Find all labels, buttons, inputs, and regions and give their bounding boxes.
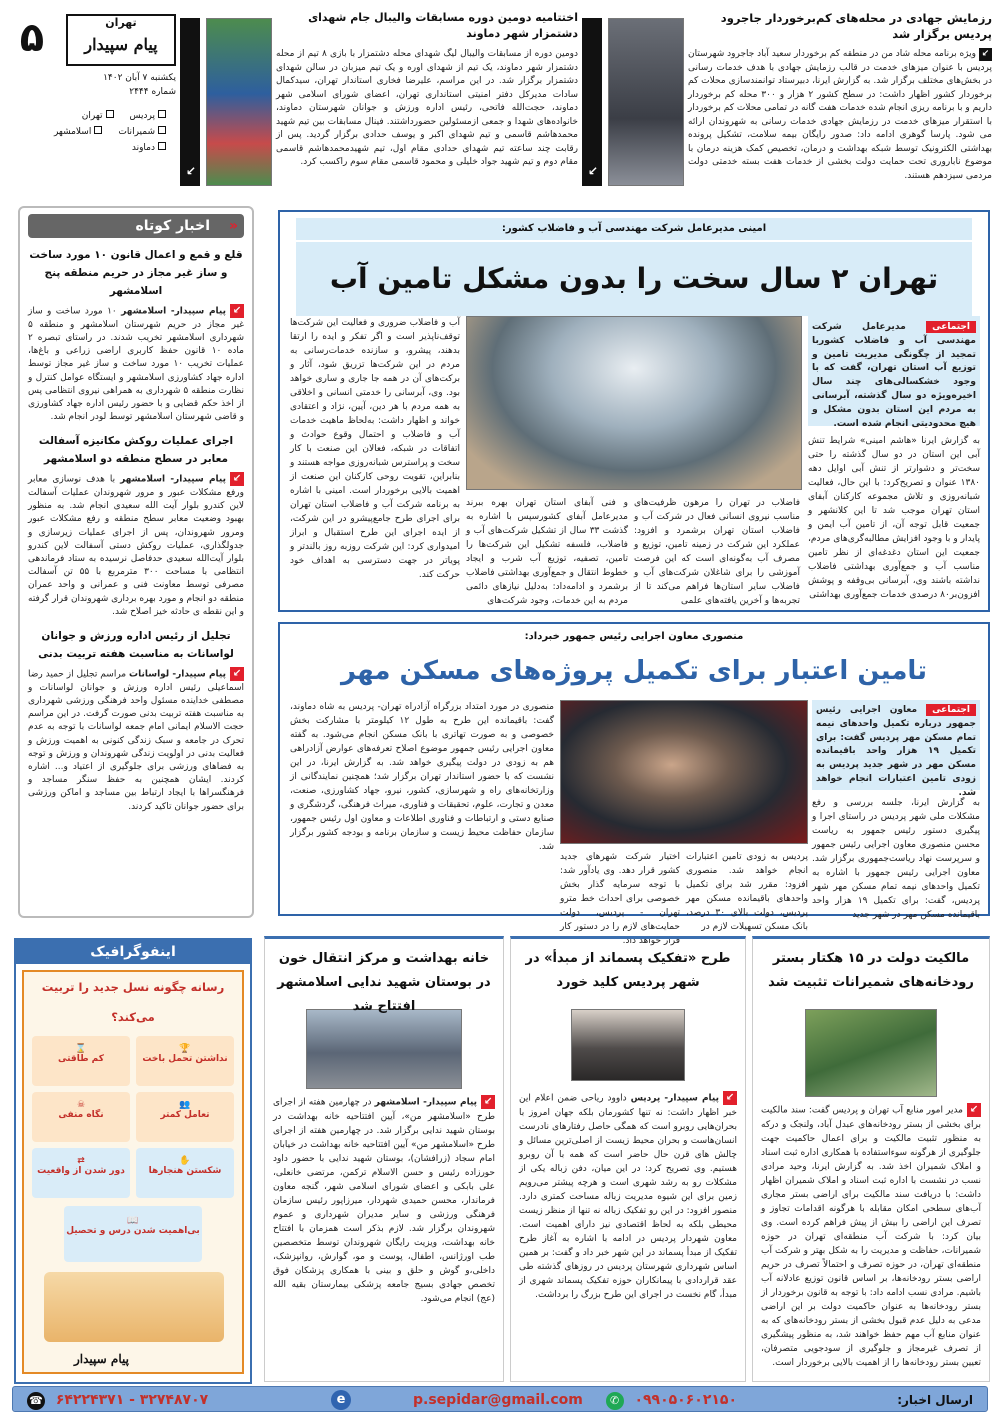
bottom-story-2-photo — [571, 1009, 685, 1081]
main-story-1-col-mid: فاضلاب در تهران را مرهون ظرفیت‌های مناسب نیروی انسانی فعال در شرکت آب و فاضلاب استان تهران برشمرد و افزود: عملکرد این شرکت در زمینه تامین، توزیع و مصرف آب به‌گونه‌ای است که این فرصت آموزشی را برای شاغلان شرکت‌های آب و فاضلاب سایر استان‌ها فراهم می‌کند تا از تجربه‌ها و آخرین یافته‌های علمی — [634, 498, 800, 606]
region-pardis: پردیس — [130, 108, 166, 124]
region-list — [16, 108, 166, 156]
main-story-1-lead-box — [808, 316, 980, 429]
bottom-story-1-photo — [805, 1009, 937, 1097]
whatsapp-icon: ✆ — [606, 1392, 624, 1410]
short-news-item-title: تجلیل از رئیس اداره ورزش و جوانان لواسانات به مناسبت هفته تربیت بدنی — [38, 630, 234, 661]
main-story-1-photo — [466, 316, 802, 490]
short-news-sidebar — [18, 206, 254, 918]
infographic-header-label: اینفوگرافیک — [90, 944, 176, 960]
whatsapp-number-text: ۰۹۹۰۵۰۶۰۲۱۵۰ — [634, 1392, 737, 1408]
main-story-2-col-left: منصوری در مورد امتداد بزرگراه آزادراه تهران- پردیس به شاه دماوند، گفت: باقیمانده این طرح به طول ۱۲ کیلومتر با مشارکت بخش خصوصی و به صورت تهاتری با بانک مسکن انجام می‌شود. به گفته معاون اجرایی رئیس جمهور موضوع اصلاح تعرفه‌های عوارض آزادراهی هم به زودی در دولت پیگیری خواهد شد. به گزارش ایرنا، در این نشست که با حضور استاندار تهران برگزار شد؛ همچنین نمایندگانی از وزارتخانه‌های راه و شهرسازی، کشور، نیرو، جهاد کشاورزی، صنعت، معدن و تجارت، علوم، تحقیقات و فناوری، میراث فرهنگی، گردشگری و صنایع دستی و ارتباطات و فناوری اطلاعات و معاون اول رئیس جمهور، سازمان حفاظت محیط زیست و سازمان برنامه و بودجه کشور برگزار شد. — [290, 702, 554, 852]
hourglass-icon: ⌛ — [75, 1044, 87, 1054]
bottom-story-1-title: مالکیت دولت در ۱۵ هکتار بستر رودخانه‌های شمیرانات تثبیت شد — [768, 951, 974, 990]
region-eslamshahr: اسلامشهر — [54, 124, 102, 140]
arrows-icon: ⇄ — [77, 1156, 85, 1166]
people-icon: 👥 — [179, 1100, 191, 1110]
short-news-item-body: ↙پیام سپیدار- لواسانات مراسم تجلیل از حمید رضا اسماعیلی رئیس اداره ورزش و جوانان لواسانات و مصطفی خداینده مسئول واحد فرهنگی ورزشی شهرداری به مناسبت هفته تربیت بدنی صورت گرفت. در این مراسم حجت الاسلام ایمانی امام جمعه لواسانات با توجه به عدم تحرک در جامعه و سبک زندگی کنونی به اهمیت ورزش و فعالیت بدنی در اولویت زندگی شهروندان و ورزش و توجه به فضاهای ورزشی برای جلوگیری از اعتیاد و... اشاره کردند. ایشان همچنین به حفظ سنگر مساجد و فرهنگسراها با ایجاد ارتباط بین مساجد و اماکن ورزشی برای حضور جوانان تاکید کردند. — [28, 668, 244, 812]
top-story-2-tab-label: ورزشی — [168, 119, 182, 165]
trophy-icon: 🏆 — [179, 1044, 191, 1054]
region-row — [16, 124, 166, 140]
footer-bar — [12, 1386, 988, 1412]
red-arrow-icon: ↙ — [230, 472, 244, 486]
bottom-story-3-body: ↙پیام سپیدار- اسلامشهر در چهارمین هفته از اجرای طرح «اسلامشهر من»، آیین افتتاحیه خانه بهداشت در بوستان شهید ندایی برگزار شد. در چهارمین هفته از اجرای طرح «اسلامشهر من» آیین افتتاحیه خانه بهداشت در خیابان امام سجاد (زرافشان)، بوستان شهید ندایی با حضور داود حورزاده رئیس و حسن الاسلام ترکمن، مرتضی خانعلی، علی بابکی و اعضای شورای اسلامی شهر، گنجه معاون فرماندار، محسن حمیدی شهردار، میرزاپور رئیس سازمان فرهنگی ورزشی و سایر مدیران شهرداری و عموم شهروندان برگزار شد. لازم بذکر است همزمان با افتتاح خانه بهداشت، ویزیت رایگان شهروندان توسط متخصصین طب اورژانس، اطفال، پوست و مو، گوارش، روانپزشک، داخلی،و گوش و حلق و بینی با همکاری پزشکان فوق تخصص جهادی بسیج جامعه پزشکی بیمارستان بقیه الله (عج) انجام می‌شود. — [273, 1096, 495, 1304]
infographic-cell: ✋ شکستن هنجارها — [136, 1148, 234, 1198]
email-link[interactable] — [413, 1387, 583, 1413]
phone-icon: ☎ — [27, 1392, 45, 1410]
short-news-header — [28, 214, 244, 238]
top-story-1 — [688, 10, 992, 185]
infographic-cell: 🏆 نداشتن تحمل باخت — [136, 1036, 234, 1086]
bottom-story-3-title: خانه بهداشت و مرکز انتقال خون در بوستان شهید ندایی اسلامشهر افتتاح شد — [277, 951, 491, 1014]
issue: شماره ۲۴۴۴ — [129, 87, 176, 97]
infographic-illustration — [44, 1272, 224, 1342]
top-story-2 — [276, 10, 578, 185]
book-icon: 📖 — [127, 1216, 139, 1226]
bottom-story-2-title: طرح «تفکیک پسماند از مبدأ» در شهر پردیس کلید خورد — [525, 951, 731, 990]
main-story-2-lead: اجتماعی معاون اجرایی رئیس جمهور درباره تکمیل واحدهای نیمه تمام مسکن مهر پردیس گفت: برای تکمیل ۱۹ هزار واحد باقیمانده مسکن مهر در شهر جدید پردیس به زودی تامین اعتبارات انجام خواهد شد. — [816, 705, 976, 798]
main-story-1 — [278, 210, 990, 612]
arrow-icon: ↙ — [182, 162, 200, 180]
main-story-1-col-right: به گزارش ایرنا «هاشم امینی» شرایط تنش آبی این استان در دو سال گذشته را حتی سخت‌تر و دشوارتر از تنش آبی اوایل دهه ۱۳۸۰ عنوان و تصریح‌کرد: با این حال، فعالیت شبانه‌روزی و تلاش مجموعه کارکنان آبفای استان تهران موجب شد تا این کلانشهر و جمعیت قابل توجه آن، از تامین آب ایمن و پایدار و با وجود افزایش مطالبه‌گری‌های مردم، جمعیت این استان دغدغه‌ای از نظر تامین مناسب آب و جمع‌آوری بهداشتی فاضلاب نداشته باشند وی، آبرسانی بی‌وقفه و پوشش افزون‌بر۸۰ درصدی خدمات جمع‌آوری بهداشتی — [808, 436, 980, 600]
infographic-logo: پیام سپیدار — [74, 1352, 129, 1366]
red-arrow-icon: ↙ — [481, 1095, 495, 1109]
main-story-1-col-mid2: و فنی آبفای استان تهران بهره ببرند مدیرعامل آبفای کشورسپس با اشاره به گذشت ۳۳ سال از تشکیل شرکت‌های آب و فاضلاب، فلسفه تشکیل این شرکت‌ها را تامین، تصفیه، توزیع آب شرب و ایجاد خطوط انتقال و جمع‌آوری بهداشتی فاضلاب برشمرد و ادامه‌داد: به‌دلیل نیازهای دائمی مردم به این خدمات، وجود شرکت‌های — [466, 498, 628, 606]
region-shemiranat: شمیرانات — [118, 124, 166, 140]
arrow-icon: ↙ — [979, 48, 992, 61]
infographic-grid — [24, 1032, 242, 1202]
infographic-cell: 👥 تعامل کمتر — [136, 1092, 234, 1142]
masthead — [8, 12, 176, 184]
phone-number[interactable] — [27, 1387, 208, 1413]
infographic-cell: ⇄ دور شدن از واقعیت — [32, 1148, 130, 1198]
bottom-story-1-body: ↙مدیر امور منابع آب تهران و پردیس گفت: سند مالکیت برای بخشی از بستر رودخانه‌های عبدل آباد، ولنجک و درکه به منظور تثبیت مالکیت و برای اعمال حاکمیت جهت جلوگیری از هرگونه سوءاستفاده با همکاری اداره ثبت اسناد و املاک شمیران اخذ شد. به گزارش ایرنا، وحید مرادی نسب در نشست با اداره ثبت اسناد و املاک شمیران اظهار داشت: با دریافت سند مالکیت برای اراضی بستر مجاری آب‌های سطحی امکان مقابله با هرگونه اقدامات تجاوز و تصرف این اراضی را بیش از پیش فراهم کرده است. وی بیان کرد: با شرکت آب منطقه‌ای تهران در حوزه شمیرانات، حفاظت و مدیریت را به شکل بهتر و شرکت آب منطقه‌ای تهران، در حوزه تصرف و احتمالاً تصرف در حریم اراضی بستر رودخانه‌ها، بر اساس قانون توزیع عادلانه آب باشیم. مرادی نسب ادامه داد: با توجه به قانون برخوردار از بستر رودخانه‌ها به عنوان حاکمیت دولت بر این اراضی مدعی به دلیل عدم قبول بخشی از بستر رودخانه‌های که به عنوان منابع آب مهم حفظ خواهند شد، به منظور پیشگیری از تصرف غیرمجاز و جلوگیری از سودجویی متصرفان، تعیین بستر رودخانه‌ها را از اهمیت بالایی برخوردار است. — [761, 1104, 981, 1368]
short-news-item-2 — [28, 432, 244, 619]
main-story-2-kicker: منصوری معاون اجرایی رئیس جمهور خبرداد: — [524, 631, 744, 642]
bottom-story-1 — [752, 936, 990, 1382]
top-story-1-photo — [608, 18, 684, 186]
top-story-1-tab — [570, 18, 602, 186]
main-story-2-photo — [560, 700, 808, 844]
logo-small: تهران — [105, 16, 137, 29]
bottom-story-3-lead: پیام سپیدار- اسلامشهر — [374, 1097, 478, 1108]
main-story-2-col-right: به گزارش ایرنا، جلسه بررسی و رفع مشکلات ملی شهر پردیس در راستای اجرا و پیگیری دستور رئیس جمهور به ریاست محسن منصوری معاون اجرایی رئیس جمهور و سرپرست نهاد ریاست‌جمهوری برگزار شد. معاون اجرایی رئیس جمهور با اشاره به تکمیل واحدهای نیمه تمام مسکن مهر شهر پردیس، گفت: برای تکمیل ۱۹ هزار واحد باقیمانده مسکن مهر در شهر جدید — [812, 798, 980, 920]
infographic-header — [16, 940, 250, 964]
region-row — [16, 140, 166, 156]
short-news-item-body: ↙پیام سپیدار- اسلامشهر با هدف نوسازی معابر ورفع مشکلات عبور و مرور شهروندان عملیات آسفالت لاین کندرو بلوار آیت الله سعیدی انجام شد. به منظور بهبود وضعیت معابر سطح منطقه و رفع مشکلات عبور ومرور شهروندان، پس از اجرای عملیات زیرسازی و جدولگذاری، عملیات روکش دستی آسفالت لاین کندرو بلوار آیت‌الله سعیدی حدفاصل نرسیده به ستاد فرماندهی انتظامی با مساحت ۳۰۰ مترمربع با ۵۵ تن آسفالت مصرفی توسط معاونت فنی و عمرانی و واحد عمران منطقه دو انجام و مورد بهره برداری شهروندان قرار گرفته و این نقطه ی حادثه خیز اصلاح شد. — [28, 473, 244, 617]
top-story-1-body — [688, 48, 992, 183]
email-text: p.sepidar@gmail.com — [413, 1392, 583, 1408]
infographic — [14, 938, 252, 1384]
infographic-cell: ⌛ کم طاقتی — [32, 1036, 130, 1086]
chevrons-icon: « — [228, 218, 238, 234]
bottom-story-2-lead: پیام سپیدار- پردیس — [630, 1093, 719, 1104]
top-story-2-title: اختتامیه دومین دوره مسابقات والیبال جام شهدای دشتمزار شهر دماوند — [308, 11, 578, 40]
arrow-icon: ↙ — [584, 162, 602, 180]
infographic-body — [22, 970, 244, 1374]
footer-label: ارسال اخبار: — [897, 1393, 973, 1407]
red-arrow-icon: ↙ — [967, 1103, 981, 1117]
whatsapp-number[interactable] — [606, 1387, 737, 1413]
main-story-1-title: تهران ۲ سال سخت را بدون مشکل تامین آب — [296, 242, 972, 316]
region-tehran: تهران — [82, 108, 114, 124]
region-damavand: دماوند — [132, 140, 166, 156]
short-news-item-body: ↙پیام سپیدار- اسلامشهر ۱۰ مورد ساخت و ساز غیر مجاز در حریم شهرستان اسلامشهر و منطقه ۵ شهرداری اسلامشهر تخریب شدند. در راستای تبصره ۲ ماده ۱۰ قانون حفظ کاربری اراضی زراعی و باغ‌ها، عملیات تخریب ۱۰ مورد ساخت و ساز غیر مجاز توسط اداره جهاد کشاورزی اسلامشهر و ایستگاه عوامل کنترل و نظارت منطقه ۵ شهرداری به همراهی نیروی انتظامی پس از اخذ حکم قضایی و با حضور رئیس اداره جهاد کشاورزی و قاضی شهرستان اسلامشهر توسط لودر انجام شد. — [28, 305, 244, 423]
bottom-story-3 — [264, 936, 504, 1382]
top-story-1-text: ویژه برنامه محله شاد من در منطقه کم برخوردار سعید آباد جاجرود شهرستان پردیس با عنوان میزهای خدمت در قالب رزمایش جهادی با هدف خدمات رسانی در بخش‌های مختلف برگزار شد. به گزارش ایرنا، دبیرستاد توانمندسازی محلات کم برخوردار کشور اظهار داشت: در سطح کشور ۲ هزار و ۳۰۰ محله کم برخوردار داریم و با برنامه ریزی انجام شده خدمات هفت گانه در تمامی محلات کم برخوردار با استقرار میزهای خدمت در رزمایش جهادی خدمات رسانی به شهروندان ارائه می شود. پارسا گوهری ادامه داد: صدور رایگان بیمه سلامت، تشکیل پرونده بهداشتی الکترونیک توسط شبکه بهداشت و درمان، تخصیص کمک هزینه درمان با موضوع ناباروری تحت حمایت دولت بخشی از خدمات هفت بسته خدمتی دولت مردمی سیزدهم هستند. — [688, 49, 992, 181]
red-arrow-icon: ↙ — [723, 1091, 737, 1105]
skull-icon: ☠ — [76, 1100, 86, 1110]
red-arrow-icon: ↙ — [230, 667, 244, 681]
date: یکشنبه ۷ آبان ۱۴۰۲ — [103, 73, 176, 83]
short-news-header-label: اخبار کوتاه — [135, 218, 210, 234]
main-story-1-col-left: آب و فاضلاب ضروری و فعالیت این شرکت‌ها توقف‌ناپذیر است و اگر تفکر و ایده را ارتقا بدهند، پیشرو، و سازنده خدمات‌رسانی به مردم در این شرکت‌ها تزریق شود، آثار و برکت‌های آن در همه جا جاری و ساری خواهد بود. وی، آبرسانی را خدمتی انسانی و اخلاقی به همه مردم با هر دین، آیین، نژاد و اعتقادی خواند و اظهار داشت: به‌لحاظ ماهیت خدمات آب و فاضلاب و احتمال وقوع حوادث و اتفاقات در شبکه، فعالان این صنعت با کار سخت و پراسترس شبانه‌روزی مواجه هستند و بنابراین، تقویت روحی کارکنان این صنعت از اهمیت بالایی برخوردار است. امینی با اشاره به برنامه شرکت آب و فاضلاب استان تهران برای اجرای طرح جامع‌پیشرو در این شرکت، از ایده اجرای این طرح استقبال و ابراز امیدواری کرد: این شرکت روزبه روز بالندتر و پویاتر در جهت دسترسی به اهداف خود حرکت کند. — [290, 318, 460, 580]
logo-big: پیام سپیدار — [84, 35, 158, 54]
short-news-item-lead: پیام سپیدار- اسلامشهر — [120, 474, 226, 485]
top-story-2-body: دومین دوره از مسابقات والیبال لیگ شهدای محله دشتمزار با بازی ۸ تیم از محله دشتمزار شهر دماوند، یک تیم از شهدای اوره و یک تیم میزبان در سالن شهدای دشتمزار برگزار شد. در این مراسم، علیرضا فخاری استاندار تهران، سیدکمال سادات مدیرکل دفتر امنیتی استانداری تهران، اعضای شورای اسلامی شهر دماوند، حجت‌الله فاتحی، رئیس اداره ورزش و جوانان شهرستان دماوند، خانواده‌های شهدا و جمعی ازمسئولین حضورداشتند. فینال مسابقات بین تیم شهید محمدهاشم قاسمی و تیم شهدای اکبر و یوسف حدادی برگزار گردید. پس از رقابت چند ساعته تیم شهدای حدادی مقام اول، تیم شهیدمحمدهاشم قاسمی مقام دوم و تیم شهید جواد خلیلی و محمود قاسمی مقام سوم راکسب کرد. — [276, 49, 578, 167]
category-tag: اجتماعی — [926, 704, 976, 716]
main-story-1-lead: اجتماعی مدیرعامل شرکت مهندسی آب و فاضلاب کشوربا تمجید از چگونگی مدیریت تامین و توزیع آب استان تهران، گفت که با وجود خشکسالی‌های چند سال اخیر‌ه‌ویژه دو سال گذشته، آبرسانی به مردم این استان بدون مشکل و هیچ محدودیتی انجام شده است. — [812, 321, 976, 429]
infographic-title: رسانه چگونه نسل جدید را تربیت می‌کند؟ — [41, 980, 225, 1024]
top-story-1-title: رزمایش جهادی در محله‌های کم‌برخوردار جاجرود پردیس برگزار شد — [720, 11, 992, 41]
top-story-1-tab-label: اجتماعی — [570, 116, 584, 168]
category-tag: اجتماعی — [926, 321, 976, 333]
web-icon: e — [331, 1390, 351, 1410]
short-news-item-3 — [28, 627, 244, 814]
main-story-2-title: تامین اعتبار برای تکمیل پروژه‌های مسکن مهر — [341, 656, 927, 686]
main-story-2 — [278, 622, 990, 946]
infographic-cell-wide: 📖 بی‌اهمیت شدن درس و تحصیل — [64, 1206, 202, 1262]
bottom-story-2-body: ↙پیام سپیدار- پردیس داوود ریاحی ضمن اعلام این خبر اظهار داشت: نه تنها کشورمان بلکه جهان امروز با بحران‌هایی روبرو است که همگی حاصل رفتارهای نادرست انسان‌هاست و بحران محیط زیست از اصلی‌ترین مسائل و چالش های قرن حال حاضر است که همه با آن روبرو هستیم. وی تصریح کرد: در این میان، دفن زباله یکی از مشکلات رو به رشد شهری است و هرچه پیشتر می‌رویم زمین برای این شیوه مدیریت زباله مساحت کمتری دارد. منصور افزود: در این رو تفکیک زباله نه تنها از منظر زیست محیطی بلکه به لحاظ اقتصادی نیز دارای اهمیت است. معاون شهردار پردیس در ادامه با اشاره به آغاز طرح تفکیک از مبدأ پسماند در این شهر خبر داد و گفت: بر همین اساس شهرداری شهرستان پردیس در روزهای گذشته طی عقد قراردادی با پیمانکاران حوزه تفکیک پسماند شهری از مبدأ، گام نخست در اجرای این طرح بزرگ را برداشت. — [519, 1092, 737, 1300]
red-arrow-icon: ↙ — [230, 304, 244, 318]
short-news-item-lead: پیام سپیدار- اسلامشهر — [121, 306, 226, 317]
hand-icon: ✋ — [179, 1156, 191, 1166]
top-story-2-tab — [168, 18, 200, 186]
main-story-1-kicker: امینی مدیرعامل شرکت مهندسی آب و فاضلاب کشور: — [296, 218, 972, 240]
top-strip — [0, 10, 1000, 190]
top-story-2-photo — [206, 18, 272, 186]
page-number: ۵ — [19, 15, 45, 61]
phone-text: ۳۲۷۴۸۷۰۷ - ۶۴۲۲۴۳۷۱ — [55, 1392, 209, 1408]
logo — [66, 14, 176, 66]
short-news-item-title: قلع و قمع و اعمال قانون ۱۰ مورد ساخت و ساز غیر مجاز در حریم منطقه پنج اسلامشهر — [29, 249, 243, 297]
short-news-item-title: اجرای عملیات روکش مکانیزه آسفالت معابر در سطح منطقه دو اسلامشهر — [38, 435, 234, 466]
short-news-item-1 — [28, 246, 244, 424]
main-story-2-col-mid: پردیس به زودی تامین اعتبارات انجام خواهد شد. منصوری افزود: مقرر شد برای تکمیل واحدهای باقیمانده مسکن مهر پردیس، دولت بالای ۳۰ درصد، بانک مسکن تسهیلات لازم در — [686, 852, 808, 932]
short-news-item-lead: پیام سپیدار- لواسانات — [129, 669, 226, 680]
main-story-2-lead-box — [812, 700, 980, 798]
infographic-cell: ☠ نگاه منفی — [32, 1092, 130, 1142]
bottom-story-2 — [510, 936, 746, 1382]
region-row — [16, 108, 166, 124]
bottom-story-3-photo — [306, 1009, 462, 1089]
main-story-2-col-mid2: اختیار شرکت شهرهای جدید کشور قرار دهد. وی یادآور شد: با توجه سرمایه گذار بخش خصوصی برای احداث خط مترو تهران - پردیس، دولت حمایت‌های لازم را در دستور کار قرار خواهد داد. — [560, 852, 680, 946]
